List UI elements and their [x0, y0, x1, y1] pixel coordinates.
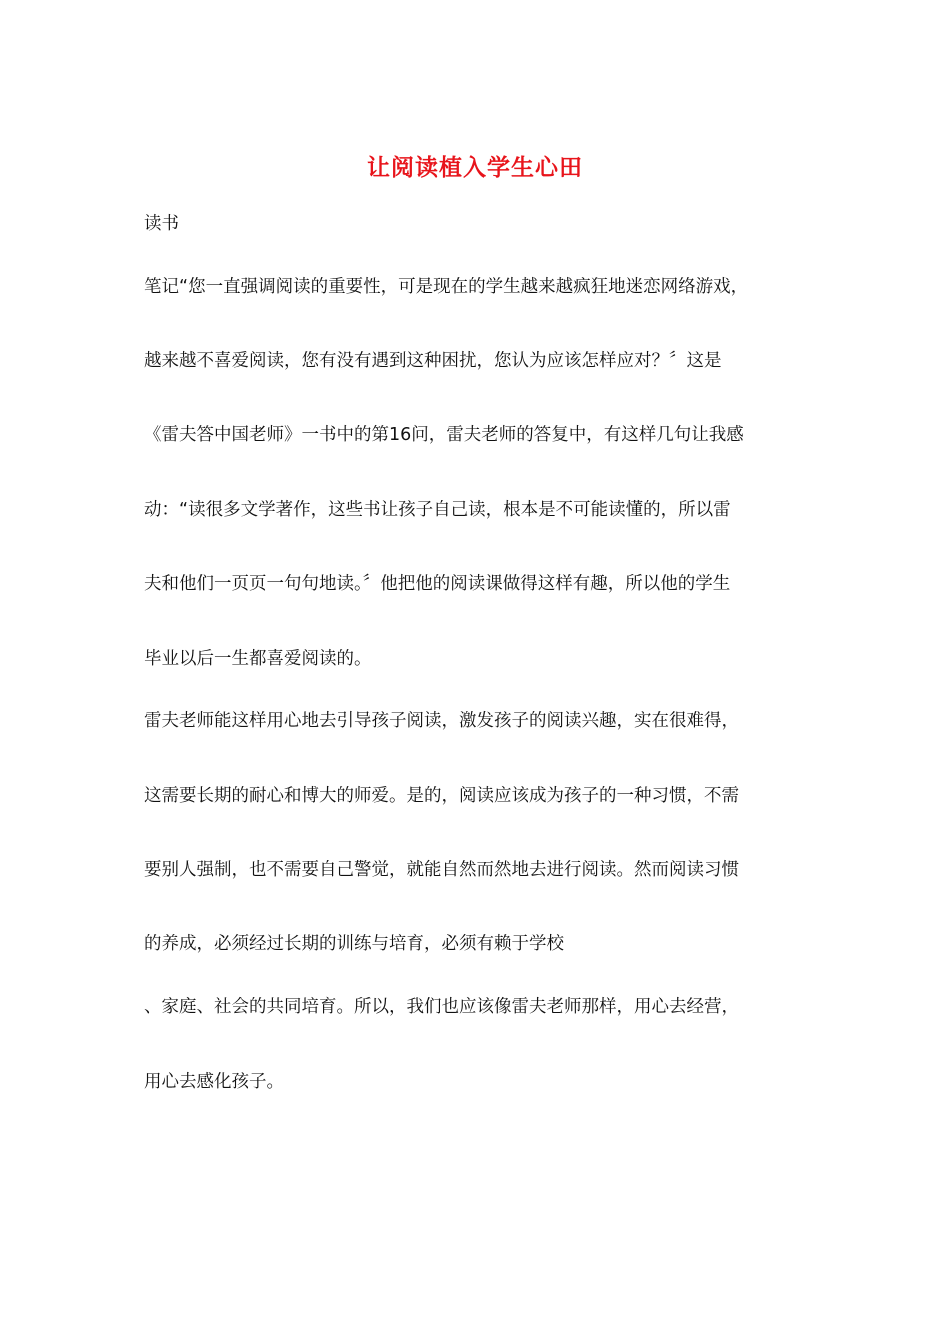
body-line: 夫和他们一页页一句句地读。〞他把他的阅读课做得这样有趣，所以他的学生	[144, 574, 731, 594]
body-line: 雷夫老师能这样用心地去引导孩子阅读，激发孩子的阅读兴趣，实在很难得，	[144, 711, 739, 731]
body-line: 毕业以后一生都喜爱阅读的。	[144, 649, 372, 669]
body-line: 越来越不喜爱阅读，您有没有遇到这种困扰，您认为应该怎样应对？〞这是	[144, 351, 722, 371]
body-line: 这需要长期的耐心和博大的师爱。是的，阅读应该成为孩子的一种习惯，不需	[144, 786, 739, 806]
body-line: 、家庭、社会的共同培育。所以，我们也应该像雷夫老师那样，用心去经营，	[144, 997, 739, 1017]
body-line: 的养成，必须经过长期的训练与培育，必须有赖于学校	[144, 934, 564, 954]
body-line: 用心去感化孩子。	[144, 1072, 284, 1092]
body-line: 动：“读很多文学著作，这些书让孩子自己读，根本是不可能读懂的，所以雷	[144, 500, 731, 520]
body-line: 笔记“您一直强调阅读的重要性，可是现在的学生越来越疯狂地迷恋网络游戏，	[144, 277, 749, 297]
body-line: 读书	[144, 214, 179, 234]
body-line: 《雷夫答中国老师》一书中的第16问，雷夫老师的答复中，有这样几句让我感	[144, 425, 744, 445]
document-title: 让阅读植入学生心田	[367, 154, 583, 181]
body-line: 要别人强制，也不需要自己警觉，就能自然而然地去进行阅读。然而阅读习惯	[144, 860, 739, 880]
